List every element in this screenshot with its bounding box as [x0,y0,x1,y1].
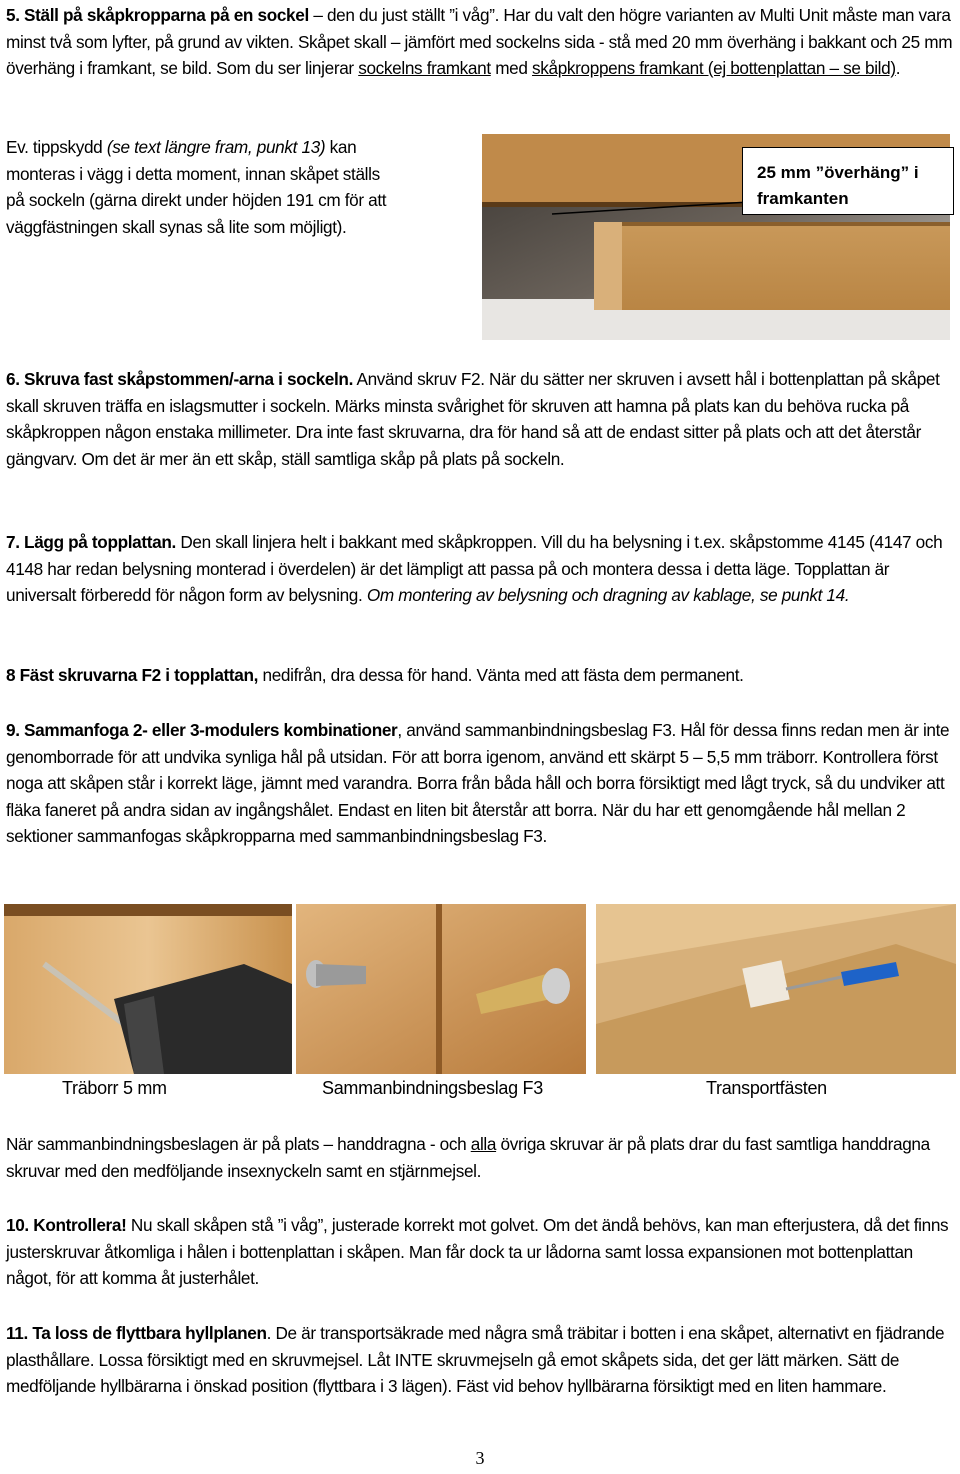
step10-paragraph: 10. Kontrollera! Nu skall skåpen stå ”i våg”, justerade korrekt mot golvet. Om det ändå behövs, kan man efterjustera, då det finns justerskruvar åtkomliga i hålen i bottenplattan i skåpen. Man får dock ta ur lådorna samt lossa expansionen mot bottenplattan något, för att komma åt justerhålet. [6,1215,949,1289]
step6-heading: 6. Skruva fast skåpstommen/-arna i sockeln. [6,369,353,389]
drill-photo [4,904,292,1074]
tippskydd-note: Ev. tippskydd (se text längre fram, punkt 13) kan monteras i vägg i detta moment, innan skåpet ställs på sockeln (gärna direkt under höjden 191 cm för att väggfästningen skall synas så lite som möjligt). [6,137,387,237]
overhang-callout: 25 mm ”överhäng” i framkanten [742,147,954,215]
tightening-paragraph: När sammanbindningsbeslagen är på plats – handdragna - och alla övriga skruvar är på plats drar du fast samtliga handdragna skruvar med den medföljande insexnyckeln samt en stjärnmejsel. [6,1134,930,1181]
step5-heading: 5. Ställ på skåpkropparna på en sockel [6,5,309,25]
step11-paragraph: 11. Ta loss de flyttbara hyllplanen. De är transportsäkrade med några små träbitar i botten i ena skåpet, alternativt en fjädrande plasthållare. Lossa försiktigt med en skruvmejsel. Låt INTE skruvmejseln gå emot skåpets sida, det ger lätt märken. Sätt de medföljande hyllbärarna i önskad position (flyttbara i 3 lägen). Fäst vid behov hyllbärarna försiktigt med en liten hammare. [6,1323,945,1397]
step8-paragraph: 8 Fäst skruvarna F2 i topplattan, nedifrån, dra dessa för hand. Vänta med att fästa dem permanent. [6,665,744,685]
transport-bracket-photo [596,904,956,1074]
step6-paragraph: 6. Skruva fast skåpstommen/-arna i sockeln. Använd skruv F2. När du sätter ner skruven i avsett hål i bottenplattan på skåpet skall skruven träffa en islagsmutter i sockeln. Märks minsta svårighet för skruven att hamna på plats kan du behöva rucka på skåpkroppen någon enstaka millimeter. Dra inte fast skruvarna, dra för hand så att de endast sitter på plats och att det återstår gängvarv. Om det är mer än ett skåp, ställ samtliga skåp på plats på sockeln. [6,369,940,469]
page-number: 3 [475,1448,485,1468]
step7-paragraph: 7. Lägg på topplattan. Den skall linjera helt i bakkant med skåpkroppen. Vill du ha belysning i t.ex. skåpstomme 4145 (4147 och 4148 har redan belysning monterad i överdelen) är det lämpligt att passa på och montera dessa i detta läge. Topplattan är universalt förberedd för någon form av belysning. Om montering av belysning och dragning av kablage, se punkt 14. [6,532,943,606]
step9-heading: 9. Sammanfoga 2- eller 3-modulers kombinationer [6,720,398,740]
connector-photo [296,904,586,1074]
transport-caption: Transportfästen [706,1078,827,1098]
step9-paragraph: 9. Sammanfoga 2- eller 3-modulers kombinationer, använd sammanbindningsbeslag F3. Hål för dessa finns redan men är inte genomborrade för att undvika synliga hål på utsidan. För att borra igenom, använd ett skärpt 5 – 5,5 mm träborr. Kontrollera först noga att skåpen står i korrekt läge, jämnt med varandra. Borra från båda håll och borra försiktigt med lågt tryck, så du undviker att fläka faneret på andra sidan av ingångshålet. Endast en liten bit återstår att borra. När du har ett genomgående hål mellan 2 sektioner sammanfogas skåpkropparna med sammanbindningsbeslag F3. [6,720,950,847]
step7-heading: 7. Lägg på topplattan. [6,532,176,552]
connector-caption: Sammanbindningsbeslag F3 [322,1078,543,1098]
step10-heading: 10. Kontrollera! [6,1215,127,1235]
step11-heading: 11. Ta loss de flyttbara hyllplanen [6,1323,267,1343]
step5-paragraph: 5. Ställ på skåpkropparna på en sockel – den du just ställt ”i våg”. Har du valt den högre varianten av Multi Unit måste man vara minst två som lyfter, på grund av vikten. Skåpet skall – jämfört med sockelns sida - stå med 20 mm överhäng i bakkant och 25 mm överhäng i framkant, se bild. Som du ser linjerar sockelns framkant med skåpkroppens framkant (ej bottenplattan – se bild). [6,5,953,79]
drill-caption: Träborr 5 mm [62,1078,167,1098]
step8-heading: 8 Fäst skruvarna F2 i topplattan, [6,665,259,685]
